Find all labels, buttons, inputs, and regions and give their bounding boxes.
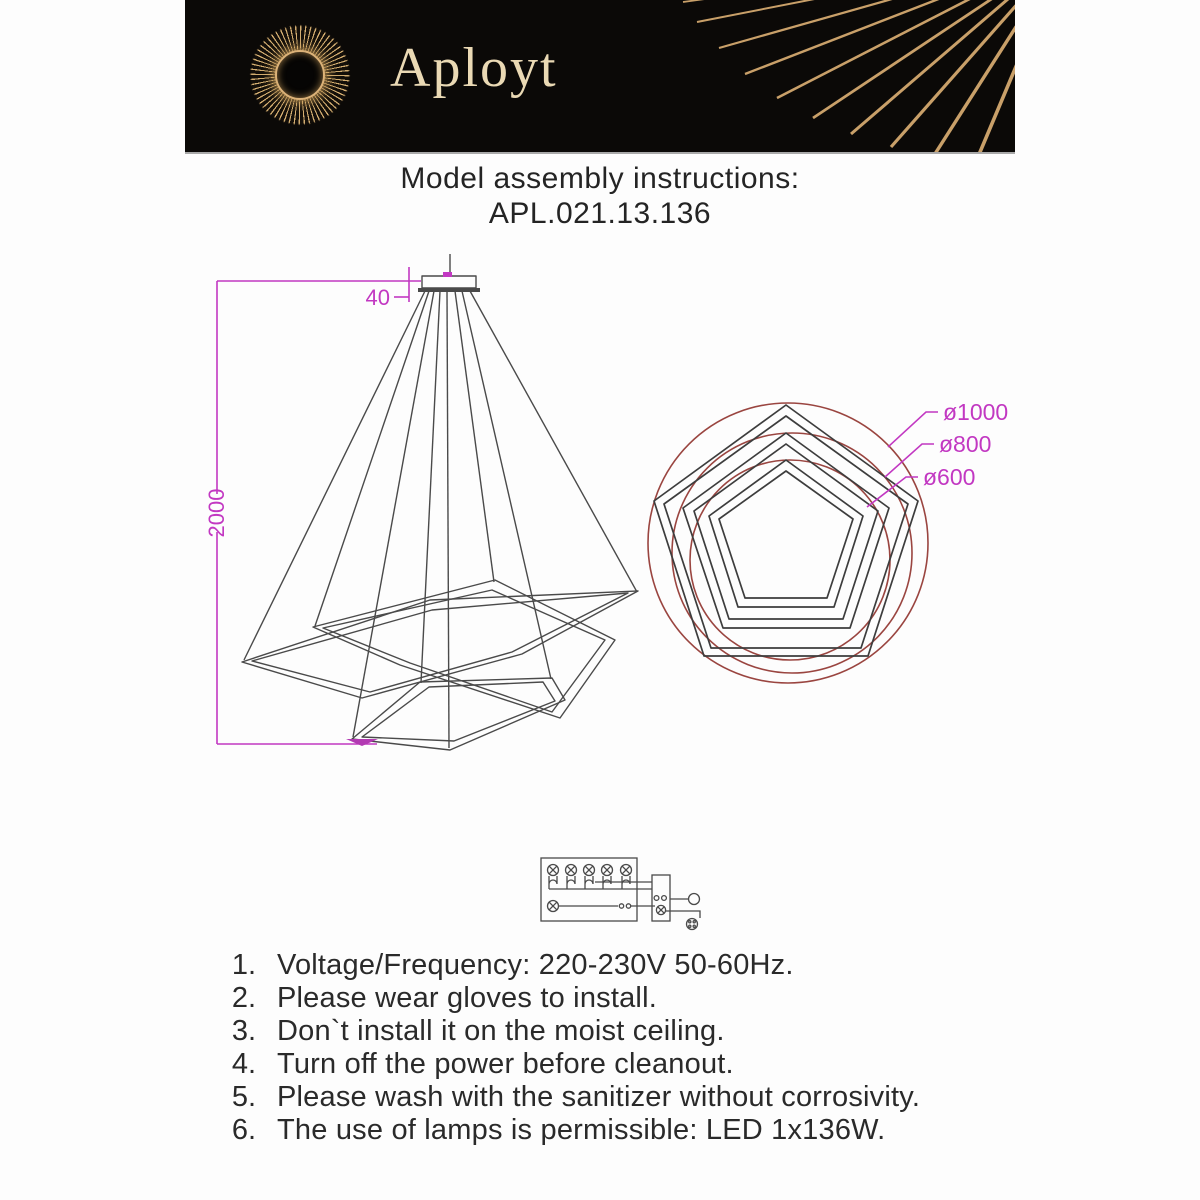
list-item [180, 1081, 1040, 1114]
dim-label-40: 40 [365, 285, 390, 310]
brand-banner [185, 0, 1015, 154]
lamp-symbols-row [548, 865, 632, 876]
item-number: 2. [231, 982, 256, 1014]
item-number: 5. [231, 1081, 256, 1113]
item-text: Don`t install it on the moist ceiling. [277, 1015, 725, 1047]
canopy [422, 276, 476, 288]
list-item [180, 1114, 1040, 1147]
dia-label-600: ø600 [923, 464, 976, 490]
heading-block [0, 161, 1200, 231]
technical-drawing [180, 250, 1020, 770]
plug-symbol [687, 919, 698, 930]
item-number: 1. [231, 949, 256, 981]
list-item [180, 949, 1040, 982]
dimension-lines [217, 267, 452, 746]
suspension-wires [244, 291, 637, 748]
list-item [180, 1015, 1040, 1048]
dia-label-1000: ø1000 [943, 399, 1009, 425]
corner-rays-icon [185, 0, 1015, 152]
item-number: 3. [231, 1015, 256, 1047]
canopy-top-mark [443, 272, 452, 277]
dim-label-2000: 2000 [204, 488, 229, 538]
diameter-leaders [867, 412, 938, 507]
side-view-drawing [242, 254, 638, 750]
list-item [180, 982, 1040, 1015]
model-number: APL.021.13.136 [488, 197, 712, 230]
top-view-drawing [648, 399, 1008, 683]
instruction-list [180, 949, 1040, 1147]
dia-label-800: ø800 [939, 431, 992, 457]
switch-symbol [689, 894, 700, 905]
connector-dot [619, 904, 623, 908]
wiring-diagram [530, 845, 710, 945]
pentagon-rings-top [654, 405, 918, 656]
item-number: 4. [231, 1048, 256, 1080]
ring-small [352, 678, 565, 750]
page-title: Model assembly instructions: [400, 162, 800, 195]
bottom-vertex-mark [346, 739, 378, 746]
motor-terminal [656, 905, 665, 914]
list-item [180, 1048, 1040, 1081]
item-text: Please wear gloves to install. [277, 982, 657, 1014]
item-number: 6. [231, 1114, 256, 1146]
connector-dot [626, 904, 630, 908]
item-text: The use of lamps is permissible: LED 1x136W. [277, 1114, 886, 1146]
bottom-lamp-symbol [548, 901, 559, 912]
item-text: Turn off the power before cleanout. [277, 1048, 734, 1080]
brand-name: Aployt [390, 37, 558, 99]
item-text: Please wash with the sanitizer without corrosivity. [277, 1081, 921, 1113]
item-text: Voltage/Frequency: 220-230V 50-60Hz. [277, 949, 794, 981]
